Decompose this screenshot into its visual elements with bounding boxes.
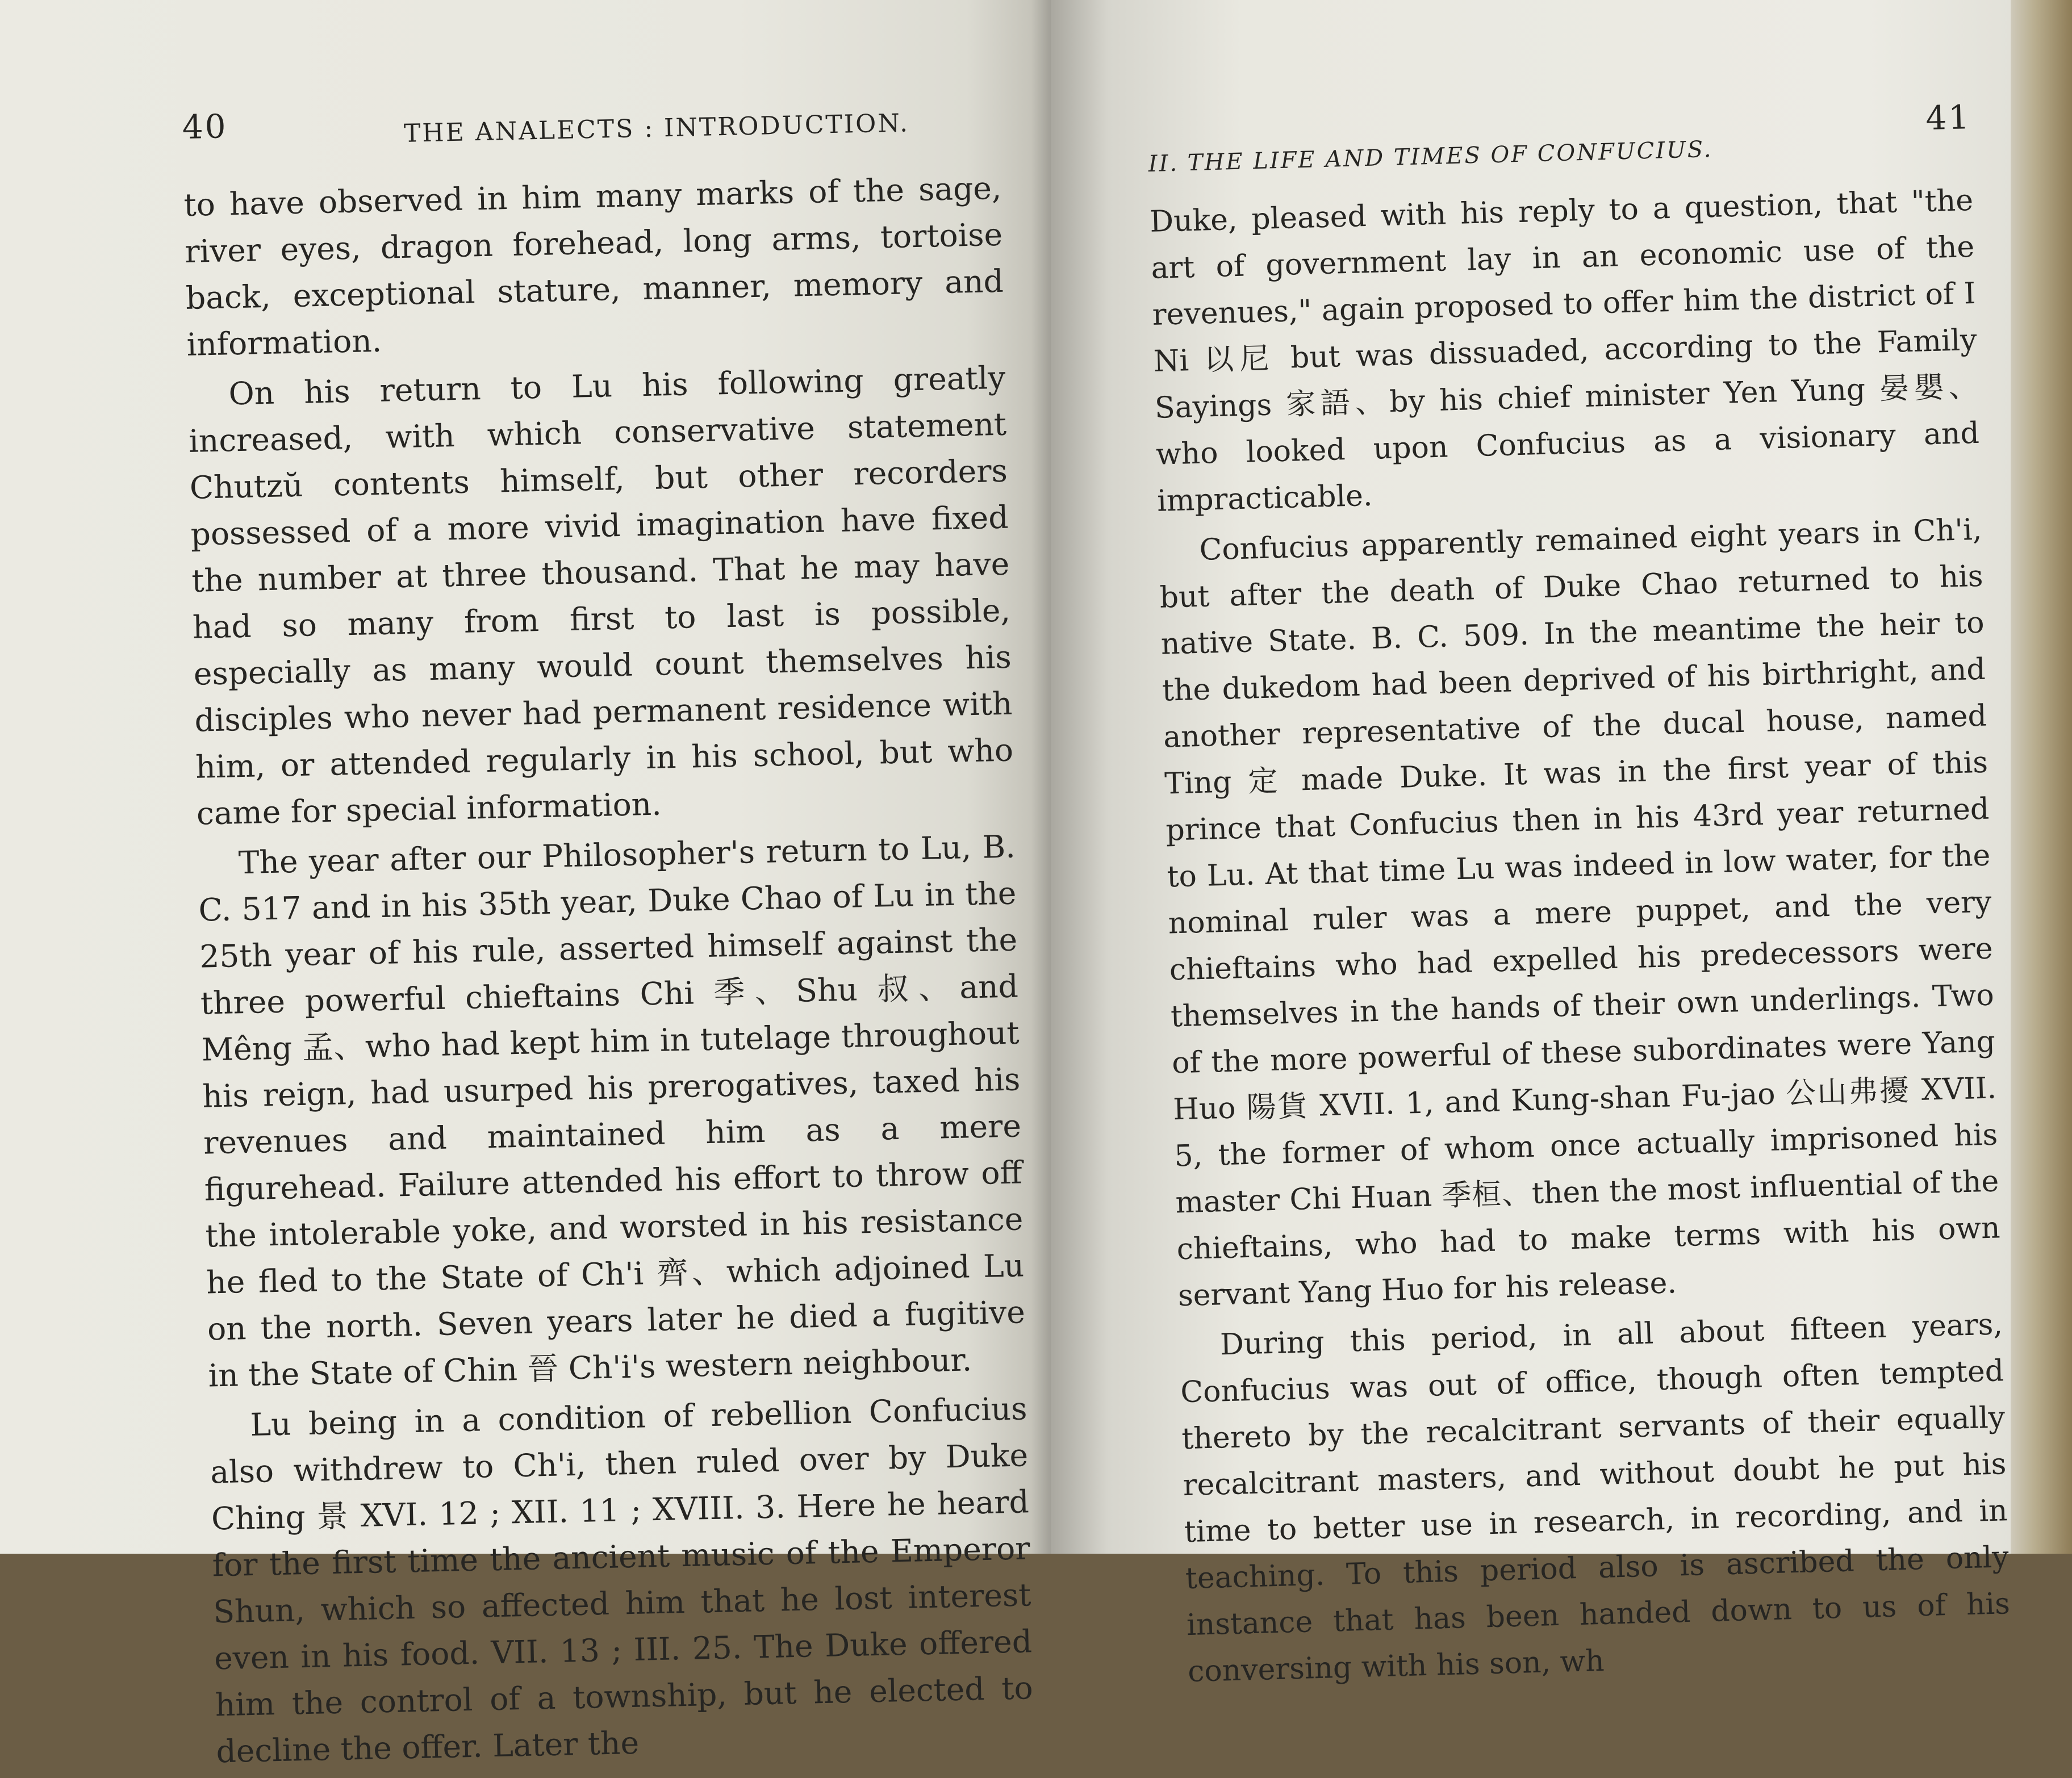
left-page-content <box>182 91 1034 1778</box>
left-paragraph-4: Lu being in a condition of rebellion Confucius also withdrew to Ch'i, then ruled over by Duke Ching 景 XVI. 12 ; XII. 11 ; XVIII. 3. Here he heard for the first time the ancient music of the Emperor Shun, which so affected him that he lost interest even in his food. VII. 13 ; III. 25. The Duke offered him the control of a township, but he elected to decline the offer. Later the <box>210 1390 1034 1770</box>
left-page-number: 40 <box>182 107 228 147</box>
right-paragraph-2: Confucius apparently remained eight years in Ch'i, but after the death of Duke Chao returned to his native State. B. C. 509. In the meantime the heir to the dukedom had been deprived of his birthright, and another representative of the ducal house, named Ting 定 made Duke. It was in the first year of this prince that Confucius then in his 43rd year returned to Lu. At that time Lu was indeed in low water, for the nominal ruler was a mere puppet, and the very chieftains who had expelled his predecessors were themselves in the hands of their own underlings. Two of the more powerful of these subordinates were Yang Huo 陽貨 XVII. 1, and Kung-shan Fu-jao 公山弗擾 XVII. 5, the former of whom once actually imprisoned his master Chi Huan 季桓、then the most influential of the chieftains, who had to make terms with his own servant Yang Huo for his release. <box>1159 512 2001 1313</box>
right-body-text <box>1149 177 2012 1695</box>
left-paragraph-1: to have observed in him many marks of the sage, river eyes, dragon forehead, long arms, tortoise back, exceptional stature, manner, memory and information. <box>183 169 1004 363</box>
right-running-head <box>1147 98 1972 187</box>
left-paragraph-2: On his return to Lu his following greatly increased, with which conservative statement Chutzŭ contents himself, but other recorders possessed of a more vivid imagination have fixed the number at three thousand. That he may have had so many from first to last is possible, especially as many would count themselves his disciples who never had permanent residence with him, or attended regularly in his school, but who came for special information. <box>188 359 1014 832</box>
right-paragraph-3: During this period, in all about fifteen years, Confucius was out of office, though often tempted thereto by the recalcitrant servants of their equally recalcitrant masters, and without doubt he put his time to better use in research, in recording, and in teaching. To this period also is ascribed the only instance that has been handed down to us of his conversing with his son, wh <box>1180 1307 2011 1689</box>
left-running-head <box>182 91 1001 170</box>
right-header-title: II. THE LIFE AND TIMES OF CONFUCIUS. <box>1148 136 1713 177</box>
left-header-title: THE ANALECTS : INTRODUCTION. <box>403 108 910 148</box>
book-page-edges <box>2011 0 2072 1554</box>
right-page-number: 41 <box>1925 98 1972 138</box>
right-page-content <box>1147 98 2012 1698</box>
right-paragraph-1: Duke, pleased with his reply to a question, that "the art of government lay in an economic use of the revenues," again proposed to offer him the district of I Ni 以尼 but was dissuaded, according to the Family Sayings 家語、by his chief minister Yen Yung 晏嬰、who looked upon Confucius as a visionary and impracticable. <box>1149 183 1980 518</box>
left-paragraph-3: The year after our Philosopher's return to Lu, B. C. 517 and in his 35th year, Duke Chao of Lu in the 25th year of his rule, asserted himself against the three powerful chieftains Chi 季、Shu 叔、and Mêng 孟、who had kept him in tutelage throughout his reign, had usurped his prerogatives, taxed his revenues and maintained him as a mere figurehead. Failure attended his effort to throw off the intolerable yoke, and worsted in his resistance he fled to the State of Ch'i 齊、which adjoined Lu on the north. Seven years later he died a fugitive in the State of Chin 晉 Ch'i's western neighbour. <box>198 828 1026 1394</box>
right-page <box>1051 0 2011 1689</box>
left-body-text <box>183 165 1034 1775</box>
